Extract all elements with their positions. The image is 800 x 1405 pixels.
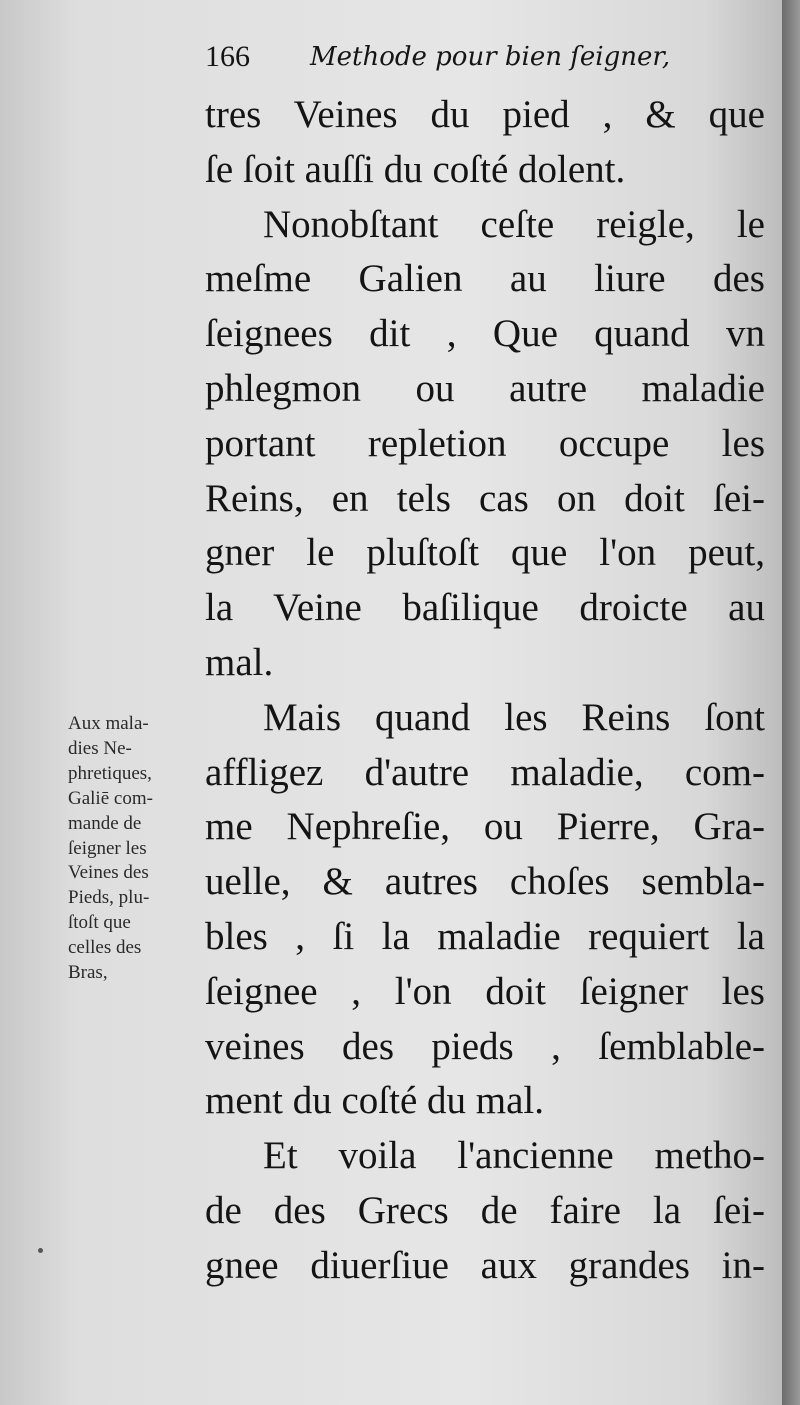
margin-note-line: Veines des xyxy=(68,862,149,884)
text-line: mal. xyxy=(205,640,274,684)
page-number: 166 xyxy=(205,40,250,73)
body-text xyxy=(205,88,765,1294)
ink-speck xyxy=(38,1248,43,1253)
text-line: Nonobſtant ceſte reigle, le xyxy=(263,202,765,246)
text-line: veines des pieds , ſemblable- xyxy=(205,1024,765,1068)
text-line: meſme Galien au liure des xyxy=(205,257,765,301)
text-line: tres Veines du pied , & que xyxy=(205,93,765,136)
text-line: phlegmon ou autre maladie xyxy=(205,366,765,410)
text-line: ſeignees dit , Que quand vn xyxy=(205,312,765,356)
margin-note-line: celles des xyxy=(68,937,142,959)
margin-note-line: Galiē com- xyxy=(68,787,153,809)
margin-note-line: phretiques, xyxy=(68,762,152,784)
margin-note-line: Aux mala- xyxy=(68,713,149,734)
margin-note-line: dies Ne- xyxy=(68,737,132,759)
text-line: la Veine baſilique droicte au xyxy=(205,586,765,630)
running-head xyxy=(205,40,705,84)
text-line: uelle, & autres choſes sembla- xyxy=(205,860,765,904)
margin-note-line: Pieds, plu- xyxy=(68,887,150,909)
text-line: gnee diuerſiue aux grandes in- xyxy=(205,1243,765,1287)
text-line: me Nephreſie, ou Pierre, Gra- xyxy=(205,805,765,849)
text-line: ſeignee , l'on doit ſeigner les xyxy=(205,969,765,1013)
margin-note-line: ſeigner les xyxy=(68,837,147,859)
text-line: ſe ſoit auſſi du coſté dolent. xyxy=(205,147,626,191)
text-line: bles , ſi la maladie requiert la xyxy=(205,914,765,958)
running-title: Methode pour bien ſeigner, xyxy=(310,42,671,72)
text-line: Mais quand les Reins ſont xyxy=(263,695,765,739)
text-line: affligez d'autre maladie, com- xyxy=(205,750,765,794)
margin-note-line: ſtoſt que xyxy=(68,912,131,934)
page-edge-shadow xyxy=(782,0,800,1405)
text-line: Et voila l'ancienne metho- xyxy=(263,1134,765,1178)
text-line: gner le pluſtoſt que l'on peut, xyxy=(205,531,765,575)
text-line: Reins, en tels cas on doit ſei- xyxy=(205,476,765,520)
margin-note-line: mande de xyxy=(68,812,142,834)
text-line: ment du coſté du mal. xyxy=(205,1079,545,1123)
margin-note xyxy=(68,712,208,986)
text-line: portant repletion occupe les xyxy=(205,421,765,465)
text-line: de des Grecs de faire la ſei- xyxy=(205,1188,765,1232)
margin-note-line: Bras, xyxy=(68,962,108,984)
